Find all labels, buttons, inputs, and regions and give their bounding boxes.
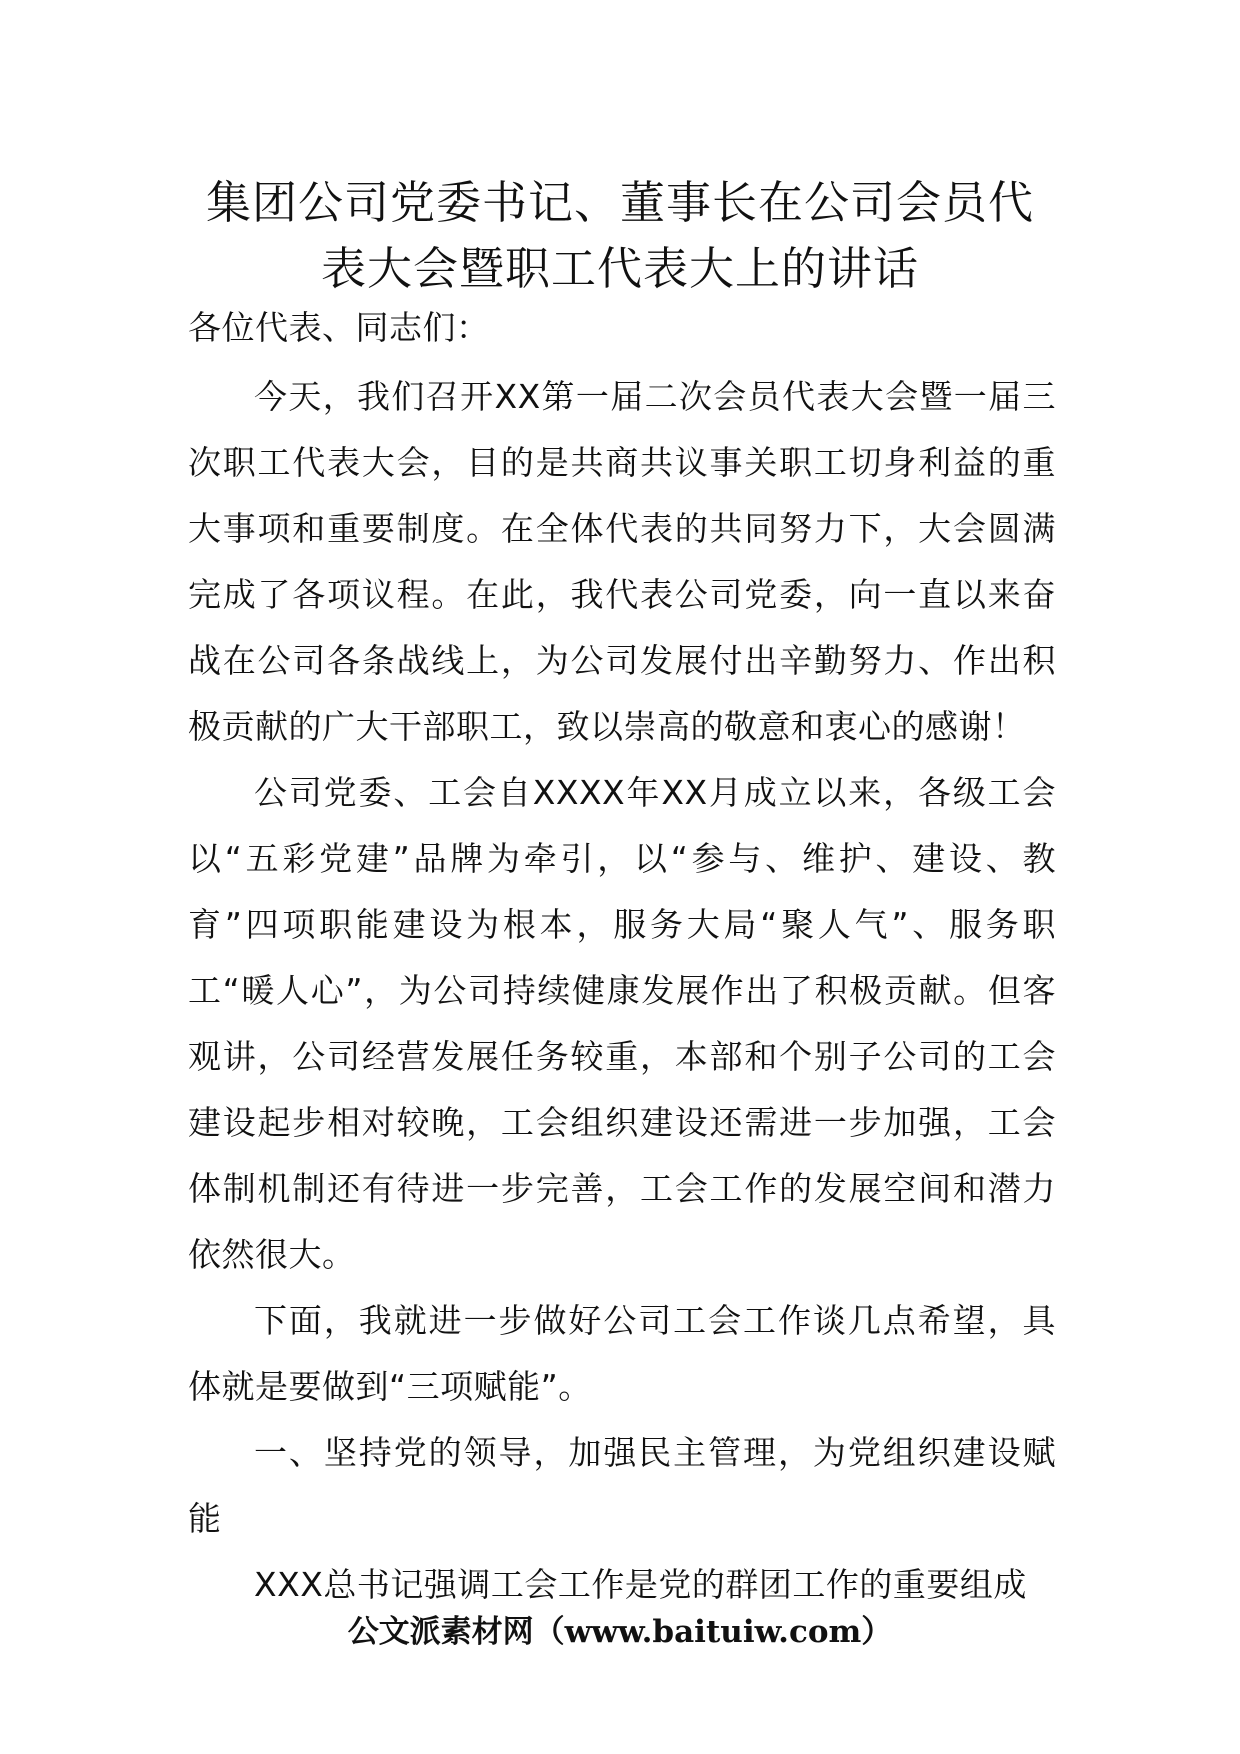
paragraph-1: 今天，我们召开XX第一届二次会员代表大会暨一届三次职工代表大会，目的是共商共议事关职工切身利益的重大事项和重要制度。在全体代表的共同努力下，大会圆满完成了各项议程。在此，我代表公司党委，向一直以来奋战在公司各条战线上，为公司发展付出辛勤努力、作出积极贡献的广大干部职工，致以崇高的敬意和衷心的感谢！ xyxy=(188,377,1056,746)
section-heading: 一、坚持党的领导，加强民主管理，为党组织建设赋能 xyxy=(188,1433,1056,1538)
document-title xyxy=(150,170,1090,302)
title-line-2: 表大会暨职工代表大上的讲话 xyxy=(320,242,919,295)
paragraph-3: 下面，我就进一步做好公司工会工作谈几点希望，具体就是要做到“三项赋能”。 xyxy=(188,1301,1056,1406)
salutation: 各位代表、同志们： xyxy=(188,308,490,347)
paragraph-4: XXX总书记强调工会工作是党的群团工作的重要组成 xyxy=(254,1565,1027,1604)
paragraph-2: 公司党委、工会自XXXX年XX月成立以来，各级工会以“五彩党建”品牌为牵引，以“参与、维护、建设、教育”四项职能建设为根本，服务大局“聚人气”、服务职工“暖人心”，为公司持续健康发展作出了积极贡献。但客观讲，公司经营发展任务较重，本部和个别子公司的工会建设起步相对较晚，工会组织建设还需进一步加强，工会体制机制还有待进一步完善，工会工作的发展空间和潜力依然很大。 xyxy=(188,773,1056,1274)
title-line-1: 集团公司党委书记、董事长在公司会员代 xyxy=(205,176,1034,229)
document-body xyxy=(188,298,1056,1618)
footer-watermark: 公文派素材网（www.baituiw.com） xyxy=(347,1614,893,1650)
